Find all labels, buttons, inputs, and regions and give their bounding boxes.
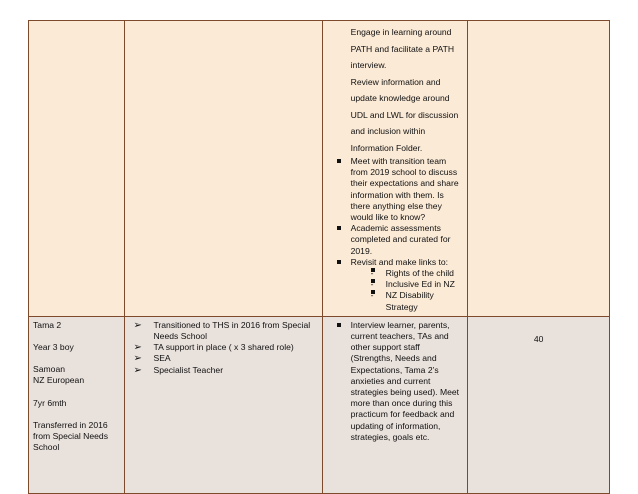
square-bullet-icon [337,323,341,327]
arrow-bullet-icon: ➢ [133,342,142,354]
text-line: Inclusive Ed in NZ [385,279,455,290]
text-line: Needs School [153,331,207,342]
text-line: Rights of the child [385,268,454,279]
square-bullet-icon [337,159,341,163]
cell-background-empty [125,21,322,317]
text-line: Transferred in 2016 [33,419,108,430]
planning-table [28,20,610,494]
hours-value: 40 [533,333,544,344]
text-line: (Strengths, Needs and [350,353,437,364]
list-item [129,342,317,353]
text-line: Review information and [350,76,441,87]
text-line: strategies being used). Meet [350,387,460,398]
text-line: there anything else they [350,200,442,211]
text-line: Engage in learning around [350,27,452,37]
list-item [351,268,464,279]
text-line: strategies, goals etc. [350,431,430,442]
text-line: practicum for feedback and [350,409,455,420]
dash-bullet-icon: - [370,290,374,301]
dash-bullet-icon: - [370,279,374,290]
text-line: Transitioned to THS in 2016 from Special [153,319,311,330]
text-line: Academic assessments [350,223,441,234]
text-line: Meet with transition team [350,156,447,166]
text-line: Tama 2 [33,319,62,330]
text-line: updating of information, [350,420,441,431]
text-line: Expectations, Tama 2’s [350,364,439,375]
text-line: 2019. [350,245,373,256]
square-bullet-icon [337,260,341,264]
plain-lines [327,24,464,156]
text-line: their expectations and share [350,178,459,189]
cell-hours [468,316,610,493]
text-line: 7yr 6mth [33,397,67,408]
text-line: information with them. Is [350,189,444,200]
bullet-list [327,156,464,313]
text-line: NZ Disability Strategy [385,290,434,312]
text-line: School [33,442,60,453]
list-item [129,365,317,376]
text-line: from Special Needs [33,431,108,442]
list-item [327,257,464,313]
list-item [129,320,317,342]
text-line: NZ European [33,375,85,386]
bullet-list [327,320,464,443]
cell-background [125,316,322,493]
text-line: and inclusion within [350,126,426,136]
text-line: Interview learner, parents, [350,319,450,330]
text-line: Specialist Teacher [153,364,224,375]
square-bullet-icon [337,226,341,230]
cell-hours-empty [468,21,610,317]
cell-actions [322,316,468,493]
text-line: current teachers, TAs and [350,331,449,342]
text-line: Samoan [33,364,66,375]
text-line: Revisit and make links to: [350,256,449,267]
text-line: other support staff [350,342,420,353]
list-item [327,320,464,443]
cell-student-empty [29,21,125,317]
text-line: UDL and LWL for discussion [350,109,459,120]
dash-bullet-icon: - [370,268,374,279]
text-line: anxieties and current [350,375,431,386]
list-item [129,353,317,364]
text-line: PATH and facilitate a PATH [350,43,455,54]
table-row [29,316,610,493]
cell-actions [322,21,468,317]
text-line: TA support in place ( x 3 shared role) [153,342,294,353]
text-line: completed and curated for [350,234,451,245]
text-line: interview. [350,60,387,70]
arrow-bullet-icon: ➢ [133,353,142,365]
list-item [351,279,464,290]
list-item [351,290,464,312]
text-line: SEA [153,353,171,364]
list-item [327,223,464,257]
arrow-bullet-icon: ➢ [133,319,142,331]
text-line: would like to know? [350,212,426,223]
table-row [29,21,610,317]
text-line: more than once during this [350,398,453,409]
arrow-bullet-icon: ➢ [133,364,142,376]
arrow-list [129,320,317,376]
cell-student [29,316,125,493]
list-item [327,156,464,223]
text-line: update knowledge around [350,93,450,103]
dash-list [351,268,464,313]
text-line: Information Folder. [350,142,423,153]
text-line: Year 3 boy [33,342,74,353]
text-line: from 2019 school to discuss [350,167,458,178]
